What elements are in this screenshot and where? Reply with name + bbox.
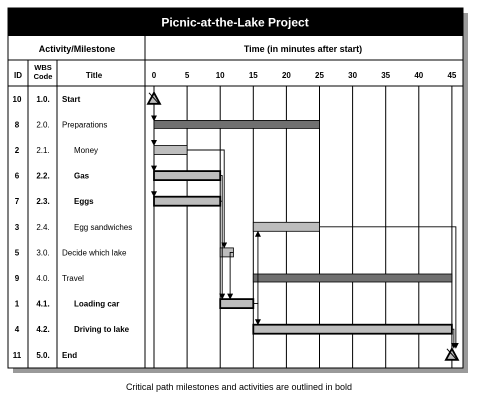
row-title: Money [74, 146, 99, 155]
tick-label: 35 [381, 71, 391, 80]
chart-title: Picnic-at-the-Lake Project [161, 15, 309, 30]
row-wbs: 1.0. [36, 94, 50, 104]
task-bar [220, 299, 253, 308]
row-title: End [62, 350, 78, 360]
tick-label: 5 [184, 71, 190, 80]
row-title: Travel [62, 274, 84, 283]
row-id: 1 [14, 299, 20, 309]
task-bar [253, 325, 452, 334]
row-id: 6 [14, 171, 20, 181]
row-wbs: 4.0. [36, 274, 50, 283]
row-wbs: 4.2. [36, 325, 50, 335]
task-bar [154, 171, 220, 180]
tick-label: 0 [151, 71, 157, 80]
task-bar [154, 197, 220, 206]
task-bar [154, 146, 187, 155]
row-title: Decide which lake [62, 248, 127, 258]
section-header-activity: Activity/Milestone [38, 44, 116, 54]
task-bar [253, 222, 319, 231]
row-id: 11 [12, 350, 22, 360]
row-title: Driving to lake [74, 325, 130, 335]
tick-label: 40 [414, 71, 424, 80]
column-header-title: Title [85, 71, 103, 80]
row-title: Gas [74, 171, 90, 181]
summary-bar [154, 120, 320, 128]
tick-label: 30 [348, 71, 358, 80]
row-title: Loading car [74, 299, 120, 309]
row-wbs: 2.4. [36, 222, 50, 232]
row-title: Preparations [62, 120, 108, 130]
tick-label: 20 [281, 71, 291, 80]
row-wbs: 4.1. [36, 299, 50, 309]
row-wbs: 2.3. [36, 197, 50, 207]
row-id: 8 [14, 120, 20, 130]
row-id: 10 [12, 94, 22, 104]
caption: Critical path milestones and activities are outlined in bold [125, 382, 353, 392]
row-id: 3 [14, 222, 20, 232]
row-id: 2 [14, 146, 20, 155]
row-id: 7 [14, 197, 20, 207]
column-header-id: ID [14, 71, 22, 80]
tick-label: 25 [315, 71, 324, 80]
row-title: Egg sandwiches [74, 222, 133, 232]
row-wbs: 5.0. [36, 350, 50, 360]
frame [8, 8, 463, 368]
row-wbs: 2.0. [36, 120, 50, 130]
row-title: Start [62, 94, 81, 104]
row-wbs: 3.0. [36, 248, 50, 258]
tick-label: 45 [447, 71, 457, 80]
summary-bar [253, 274, 452, 282]
row-id: 4 [14, 325, 20, 335]
row-wbs: 2.1. [36, 146, 50, 155]
section-header-time: Time (in minutes after start) [243, 44, 363, 54]
tick-label: 10 [215, 71, 225, 80]
row-wbs: 2.2. [36, 171, 50, 181]
row-id: 9 [14, 274, 20, 283]
column-header-wbs: WBS Code [33, 63, 53, 81]
row-title: Eggs [74, 197, 94, 207]
row-id: 5 [14, 248, 20, 258]
tick-label: 15 [248, 71, 258, 80]
